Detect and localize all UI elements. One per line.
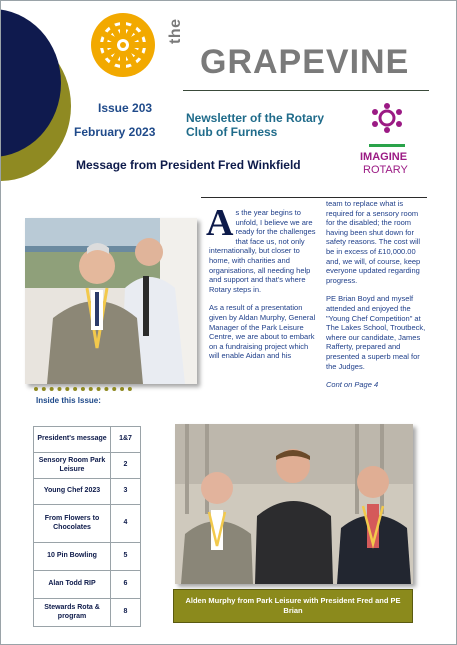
issue-number: Issue 203 [98,101,153,115]
toc-row [34,599,141,627]
toc-page: 4 [111,505,141,543]
toc-title: Sensory Room Park Leisure [34,453,111,479]
president-photo [25,218,197,384]
toc-row [34,453,141,479]
toc-title: From Flowers to Chocolates [34,505,111,543]
imagine-text: IMAGINE [360,151,408,163]
inside-issue-table [33,426,141,627]
inside-heading: Inside this Issue: [36,396,101,405]
toc-page: 2 [111,453,141,479]
message-column-1 [206,202,317,370]
toc-title: Alan Todd RIP [34,571,111,599]
toc-title: 10 Pin Bowling [34,543,111,571]
message-paragraph-1-text: s the year begins to unfold, I believe we are ready for the challenges that face us, not only internationally, but closer to home, with charities and organisations, all needing help and support and that's where Rotary steps in. [209,208,316,294]
toc-row [34,505,141,543]
message-paragraph-2: As a result of a presentation given by Aldan Murphy, General Manager of the Park Leisure Centre, we are about to embark on a fundraising project which will enable Aidan and his [209,303,316,361]
masthead-rule [183,90,429,91]
toc-title: Young Chef 2023 [34,479,111,505]
toc-row [34,543,141,571]
drop-cap: A [206,202,234,244]
newsletter-subtitle: Newsletter of the Rotary Club of Furness [186,111,325,139]
group-photo [175,424,413,584]
toc-page: 1&7 [111,427,141,453]
rotary-wheel-logo [89,11,157,79]
toc-page: 8 [111,599,141,627]
masthead-the: the [167,18,184,44]
toc-row [34,479,141,505]
toc-row [34,427,141,453]
message-title: Message from President Fred Winkfield [76,158,301,172]
photo-caption: Alden Murphy from Park Leisure with President Fred and PE Brian [173,589,413,623]
toc-page: 6 [111,571,141,599]
imagine-rotary-logo [367,101,407,135]
issue-date: February 2023 [74,125,156,139]
toc-page: 5 [111,543,141,571]
toc-title: President's message [34,427,111,453]
masthead-title: GRAPEVINE [200,43,410,81]
message-column-2 [326,199,426,390]
rotary-text: ROTARY [363,164,408,176]
message-paragraph-4: PE Brian Boyd and myself attended and enjoyed the "Young Chef Competition" at The Lakes School, Troutbeck, where our candidate, James Rafferty, prepared and presented a superb meal for the Judges. [326,294,426,371]
message-paragraph-1 [206,202,317,294]
message-paragraph-3: team to replace what is required for a sensory room for the disabled; the room having been shut down for safety reasons. The cost will be in excess of £10,000.00 and, we will, of course, keep everyone updated regarding progress. [326,199,421,285]
continued-note: Cont on Page 4 [326,380,379,390]
toc-row [34,571,141,599]
imagine-green-bar [369,144,405,147]
section-rule [201,197,427,198]
toc-page: 3 [111,479,141,505]
toc-title: Stewards Rota & program [34,599,111,627]
olive-dotted-divider [34,387,132,391]
